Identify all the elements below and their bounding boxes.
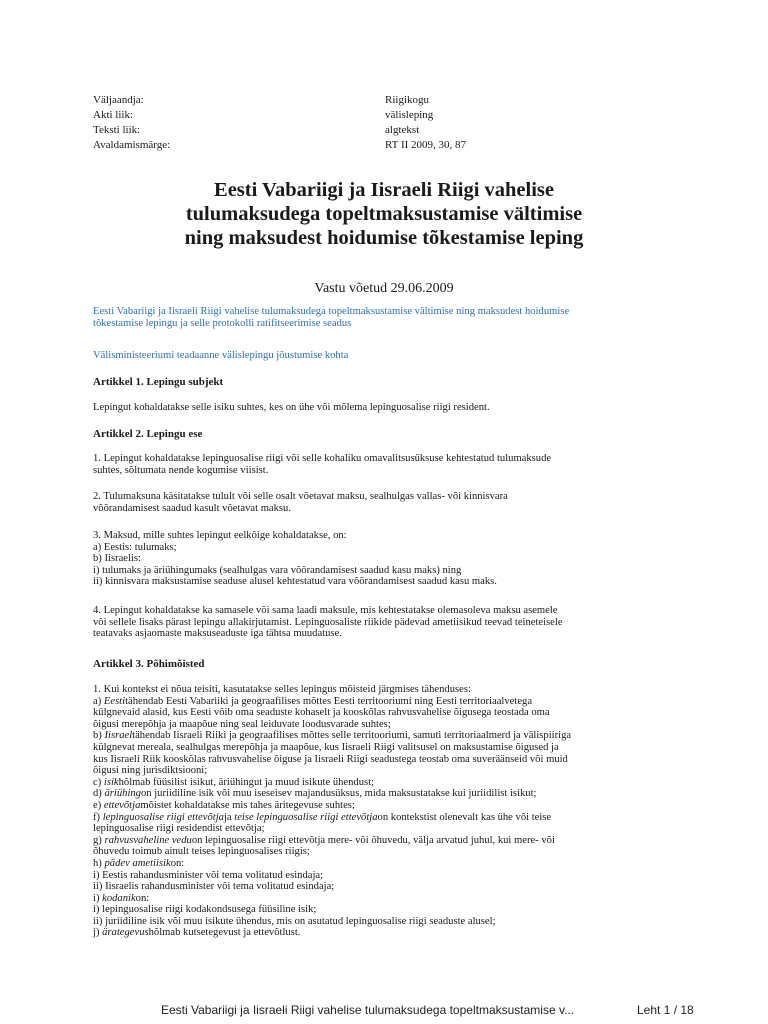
definition-text: j) xyxy=(93,927,103,939)
definition-line xyxy=(93,707,665,719)
text-line: 4. Lepingut kohaldatakse ka samasele või sama laadi maksule, mis kehtestatakse olemasoleva maksu asemele xyxy=(93,605,558,616)
definition-text: on juriidiline isik või muu iseseisev majandusüksus, mida maksustatakse kui juriidilist isikut; xyxy=(140,788,537,800)
text-line: ii) kinnisvara maksustamise seaduse alusel kehtestatud vara võõrandamisest saadud kasu maks. xyxy=(93,576,497,588)
definition-text: tähendab Iisraeli Riiki ja geograafilises mõttes selle territooriumi, samuti territoriaalmerd ja välispiiriga xyxy=(132,730,572,742)
defined-term: isik xyxy=(103,776,119,788)
ratification-act-link[interactable] xyxy=(93,306,569,329)
metadata-key: Väljaandja: xyxy=(93,94,144,106)
definition-text: f) xyxy=(93,811,103,823)
definition-line xyxy=(93,823,665,835)
metadata-key: Akti liik: xyxy=(93,109,134,121)
article-1-text: Lepingut kohaldatakse selle isiku suhtes, kes on ühe või mõlema lepinguosalise riigi resident. xyxy=(93,402,490,413)
text-line: a) Eestis: tulumaks; xyxy=(93,541,177,553)
definition-line xyxy=(93,742,665,754)
defined-term: pädev ametiisik xyxy=(104,857,171,869)
metadata-key: Avaldamismärge: xyxy=(93,139,171,151)
article-2-heading: Artikkel 2. Lepingu ese xyxy=(93,428,203,440)
definition-text: õigusi merepõhja ja maapõue ning seal leiduvate loodusvarade suhtes; xyxy=(93,718,391,730)
metadata-value: RT II 2009, 30, 87 xyxy=(385,139,467,151)
definition-text: 1. Kui kontekst ei nõua teisiti, kasutatakse selles lepingus mõisteid järgmises tähenduses: xyxy=(93,684,471,695)
metadata-row xyxy=(93,108,693,123)
metadata-value: välisleping xyxy=(385,109,434,121)
definition-line xyxy=(93,846,665,858)
definition-text: lepinguosalise riigi residendist ettevõtja; xyxy=(93,823,265,835)
definition-line xyxy=(93,754,665,766)
text-line: suhtes, sõltumata nende kogumise viisist. xyxy=(93,464,269,476)
definition-line xyxy=(93,765,665,777)
definition-line xyxy=(93,916,665,928)
article-2-paragraph-4 xyxy=(93,605,665,640)
definition-text: b) xyxy=(93,730,105,742)
adoption-date: Vastu võetud 29.06.2009 xyxy=(314,281,454,296)
metadata-row xyxy=(93,93,693,108)
definition-text: külgnevat mereala, sealhulgas merepõhja ja maapõue, kus Iisraeli Riigi valitsusel on maksustamise õigused ja xyxy=(93,741,559,753)
defined-term: äriühing xyxy=(104,788,141,800)
defined-term: rahvusvaheline vedu xyxy=(104,834,192,846)
metadata-row xyxy=(93,138,693,153)
document-metadata xyxy=(93,93,693,153)
definition-text: õhuvedu toimub ainult teises lepinguosalises riigis; xyxy=(93,846,310,858)
definition-text: kus Iisraeli Riik kooskõlas rahvusvahelise õiguse ja Iisraeli Riigi seadustega teostab oma suveräänseid või muid xyxy=(93,753,568,765)
definition-line xyxy=(93,835,665,847)
text-line: teatavaks asjaomaste maksuseaduste iga tähtsa muudatuse. xyxy=(93,628,342,640)
text-line: b) Iisraelis: xyxy=(93,553,141,565)
defined-term: ettevõtja xyxy=(103,799,141,811)
definition-line xyxy=(93,904,665,916)
text-line: 2. Tulumaksuna käsitatakse tulult või selle osalt võetavat maksu, sealhulgas vallas- või kinnisvara xyxy=(93,491,508,502)
definition-line xyxy=(93,858,665,870)
definition-line xyxy=(93,730,665,742)
article-2-paragraph-3 xyxy=(93,530,665,588)
definition-text: tähendab Eesti Vabariiki ja geograafilises mõttes Eesti territooriumi ning Eesti territoriaalvetega xyxy=(125,695,533,707)
definition-text: on lepinguosalise riigi ettevõtja mere- või õhuvedu, välja arvatud juhul, kui mere- või xyxy=(191,834,555,846)
text-line: või sellele lisaks pärast lepingu allakirjutamist. Lepinguosaliste riikide pädevad ametiisikud teevad teineteisele xyxy=(93,616,563,628)
text-line: võõrandamisest saadud kasult võetavat maksu. xyxy=(93,502,291,514)
defined-term: Eesti xyxy=(103,695,126,707)
definition-line xyxy=(93,881,665,893)
definition-line xyxy=(93,927,665,939)
definition-text: ii) Iisraelis rahandusminister või tema volitatud esindaja; xyxy=(93,881,335,893)
text-line: i) tulumaks ja äriühingumaks (sealhulgas vara võõrandamisest saadud kasu maks) ning xyxy=(93,564,462,576)
definition-text: e) xyxy=(93,799,104,811)
definition-text: mõistet kohaldatakse mis tahes äritegevuse suhtes; xyxy=(140,799,355,811)
definition-text: i) xyxy=(93,892,103,904)
entry-into-force-notice-link[interactable]: Välisministeeriumi teadaanne välislepingu jõustumise kohta xyxy=(93,350,349,361)
definition-text: h) xyxy=(93,857,105,869)
definition-text: c) xyxy=(93,776,104,788)
definition-line xyxy=(93,870,665,882)
link-line[interactable]: Eesti Vabariigi ja Iisraeli Riigi vahelise tulumaksudega topeltmaksustamise vältimise ning maksudest hoidumise xyxy=(93,306,570,317)
footer-title: Eesti Vabariigi ja Iisraeli Riigi vahelise tulumaksudega topeltmaksustamise v... xyxy=(161,1003,575,1017)
article-2-paragraph-1 xyxy=(93,453,665,476)
title-line: tulumaksudega topeltmaksustamise vältimise xyxy=(185,203,583,225)
definition-text: on: xyxy=(135,892,150,904)
definition-line xyxy=(93,788,665,800)
article-3-definitions xyxy=(93,684,665,939)
definition-text: õigusi ning jurisdiktsiooni; xyxy=(93,765,208,777)
page-footer xyxy=(0,1001,768,1024)
article-3-heading: Artikkel 3. Põhimõisted xyxy=(93,658,205,670)
page-indicator: Leht 1 / 18 xyxy=(637,1003,694,1017)
defined-term: kodanik xyxy=(102,892,136,904)
definition-text: g) xyxy=(93,834,105,846)
metadata-key: Teksti liik: xyxy=(93,124,141,136)
definition-line xyxy=(93,696,665,708)
definition-text: on: xyxy=(170,857,185,869)
title-line: ning maksudest hoidumise tõkestamise leping xyxy=(184,227,584,249)
definition-line xyxy=(93,812,665,824)
metadata-value: algtekst xyxy=(385,124,420,136)
defined-term: ärategevus xyxy=(102,927,149,939)
definition-line xyxy=(93,719,665,731)
defined-term: lepinguosalise riigi ettevõtja xyxy=(102,811,224,823)
article-1-heading: Artikkel 1. Lepingu subjekt xyxy=(93,376,224,388)
definition-line xyxy=(93,684,665,696)
metadata-value: Riigikogu xyxy=(385,94,430,106)
definition-text: i) lepinguosalise riigi kodakondsusega füüsiline isik; xyxy=(93,904,317,916)
metadata-row xyxy=(93,123,693,138)
definition-line xyxy=(93,777,665,789)
definition-text: i) Eestis rahandusminister või tema volitatud esindaja; xyxy=(93,869,324,881)
definition-text: hõlmab kutsetegevust ja ettevõtlust. xyxy=(148,927,301,939)
definition-text: hõlmab füüsilist isikut, äriühingut ja muud isikute ühendust; xyxy=(118,776,375,788)
definition-line xyxy=(93,893,665,905)
document-title xyxy=(93,178,675,250)
definition-text: a) xyxy=(93,695,104,707)
definition-text: külgnevaid alasid, kus Eesti võib oma seaduste kohaselt ja kooskõlas rahvusvahelise õigusega teostada oma xyxy=(93,707,550,719)
definition-text: ii) juriidiline isik või muu isikute ühendus, mis on asutatud lepinguosalise riigi seaduste alusel; xyxy=(93,915,496,927)
title-line: Eesti Vabariigi ja Iisraeli Riigi vahelise xyxy=(214,179,554,201)
text-line: 1. Lepingut kohaldatakse lepinguosalise riigi või selle kohaliku omavalitsusüksuse kehtestatud tulumaksude xyxy=(93,453,552,464)
defined-term: teise lepinguosalise riigi ettevõtja xyxy=(234,811,378,823)
definition-text: ja xyxy=(223,811,235,823)
article-2-paragraph-2 xyxy=(93,491,665,514)
definition-line xyxy=(93,800,665,812)
defined-term: Iisrael xyxy=(104,730,133,742)
text-line: 3. Maksud, mille suhtes lepingut eelkõige kohaldatakse, on: xyxy=(93,530,347,541)
definition-text: d) xyxy=(93,788,105,800)
definition-text: on kontekstist olenevalt kas ühe või teise xyxy=(377,811,552,823)
link-line[interactable]: tõkestamise lepingu ja selle protokolli ratifitseerimise seadus xyxy=(93,317,352,329)
